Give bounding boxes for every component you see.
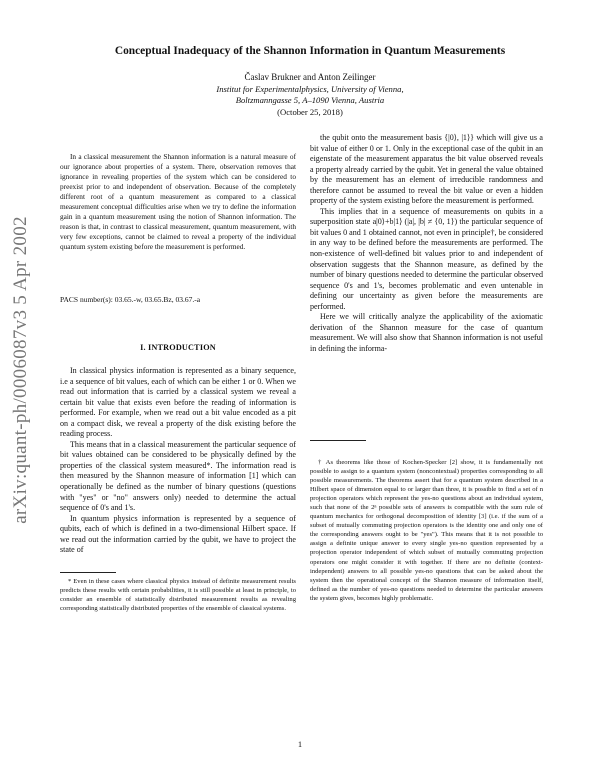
abstract: In a classical measurement the Shannon information is a natural measure of our ignorance about properties of a system. There, observation removes that ignorance in revealing properties of the system which can be considered to preexist prior to and independent of observation. Because of the completely different root of a quantum measurement as compared to a classical measurement conceptual difficulties arise when we try to define the information gain in a quantum measurement using the notion of Shannon information. The reason is that, in contrast to classical measurement, quantum measurement, with very few exceptions, cannot be claimed to reveal a property of the individual quantum system existing before the measurement is performed. xyxy=(60,152,296,251)
paragraph: In classical physics information is represented as a binary sequence, i.e a sequence of bit values, each of which can be either 1 or 0. When we read out information that is carried by a classical system we reveal a certain bit value that exists even before the reading of information is performed. For example, when we read out a bit value encoded as a pit on a compact disk, we reveal a property of the disk existing before the reading process. xyxy=(60,366,296,439)
paper-date: (October 25, 2018) xyxy=(277,107,343,117)
paragraph: Here we will critically analyze the applicability of the axiomatic derivation of the Shannon measure for the case of quantum measurement. We will also show that Shannon information is not useful in defining the informa- xyxy=(310,312,543,353)
page-number: 1 xyxy=(297,739,303,749)
affiliation-line-2: Boltzmanngasse 5, A–1090 Vienna, Austria xyxy=(235,95,385,105)
arxiv-sidebar-stamp xyxy=(4,205,38,535)
left-column-body xyxy=(60,366,296,556)
paragraph: the qubit onto the measurement basis {|0⟩, |1⟩} which will give us a bit value of either 0 or 1. Only in the exceptional case of the qubit in an eigenstate of the measurement apparatus the bit value observed reveals a property already carried by the qubit. Yet in general the value obtained by the measurement has an element of irreducible randomness and therefore cannot be assumed to reveal the bit value or even a hidden property of the system existing before the measurement is performed. xyxy=(310,133,543,206)
paragraph: This means that in a classical measurement the particular sequence of bit values obtained can be considered to be physically defined by the properties of the classical system measured*. The information read is then measured by the Shannon measure of information [1] which can operationally be defined as the number of binary questions (questions with "yes" or "no" answers only) needed to determine the actual sequence of 0's and 1's. xyxy=(60,439,296,513)
paper-title: Conceptual Inadequacy of the Shannon Information in Quantum Measurements xyxy=(114,45,506,57)
arxiv-identifier: arXiv:quant-ph/0006087v3 5 Apr 2002 xyxy=(10,216,31,524)
paragraph: This implies that in a sequence of measurements on qubits in a superposition state a|0⟩+b|1⟩ (|a|, |b| ≠ {0, 1}) the particular sequence of bit values 0 and 1 obtained cannot, not even in principle†, be considered in any way to be defined before the measurements are performed. The non-existence of well-defined bit values prior to and independent of observation suggests that the Shannon measure, as defined by the number of binary questions needed to determine the particular observed sequence 0's and 1's, becomes problematic and even untenable in defining our uncertainty as given before the measurements are performed. xyxy=(310,206,543,311)
footnote-rule-left xyxy=(60,572,116,573)
footnote-left: * Even in these cases where classical physics instead of definite measurement results predicts these results with certain probabilities, it is still possible at least in principle, to consider an ensemble of statistically distributed measurement results as revealing corresponding statistically distributed properties of the ensemble of classical systems. xyxy=(60,578,296,613)
paper-affiliation xyxy=(50,84,570,106)
section-heading: I. INTRODUCTION xyxy=(140,343,216,352)
paper-authors: Časlav Brukner and Anton Zeilinger xyxy=(244,72,376,82)
pacs-numbers: PACS number(s): 03.65.-w, 03.65.Bz, 03.67.-a xyxy=(60,295,201,304)
right-column-body xyxy=(310,133,543,354)
footnote-right: † As theorems like those of Kochen-Specker [2] show, it is fundamentally not possible to assign to a quantum system (noncontextual) properties corresponding to all possible measurements. The theorems assert that for a quantum system described in a Hilbert space of dimension equal to or larger than three, it is possible to find a set of n projection operators which represent the yes-no questions about an individual system, such that none of the 2ⁿ possible sets of answers is compatible with the sum rule of quantum mechanics for orthogonal decomposition of identity [3] (i.e. if the sum of a subset of mutually commuting projection operators is the identity one and only one of the corresponding answers ought to be "yes"). This means that it is not possible to assign a definite unique answer to every single yes-no question represented by a projection operator independent of which subset of mutually commuting projection operators one might consider it with together. If there are no definite (context-independent) answers to all possible yes-no questions that can be asked about the system then the operational concept of the Shannon measure of information itself, defined as the number of yes-no questions needed to determine the particular answers the system gives, becomes highly problematic. xyxy=(310,459,543,602)
affiliation-line-1: Institut for Experimentalphysics, University of Vienna, xyxy=(216,84,404,94)
paragraph: In quantum physics information is represented by a sequence of qubits, each of which is defined in a two-dimensional Hilbert space. If we read out the information carried by the qubit, we have to project the state of xyxy=(60,513,296,555)
footnote-rule-right xyxy=(310,440,366,441)
